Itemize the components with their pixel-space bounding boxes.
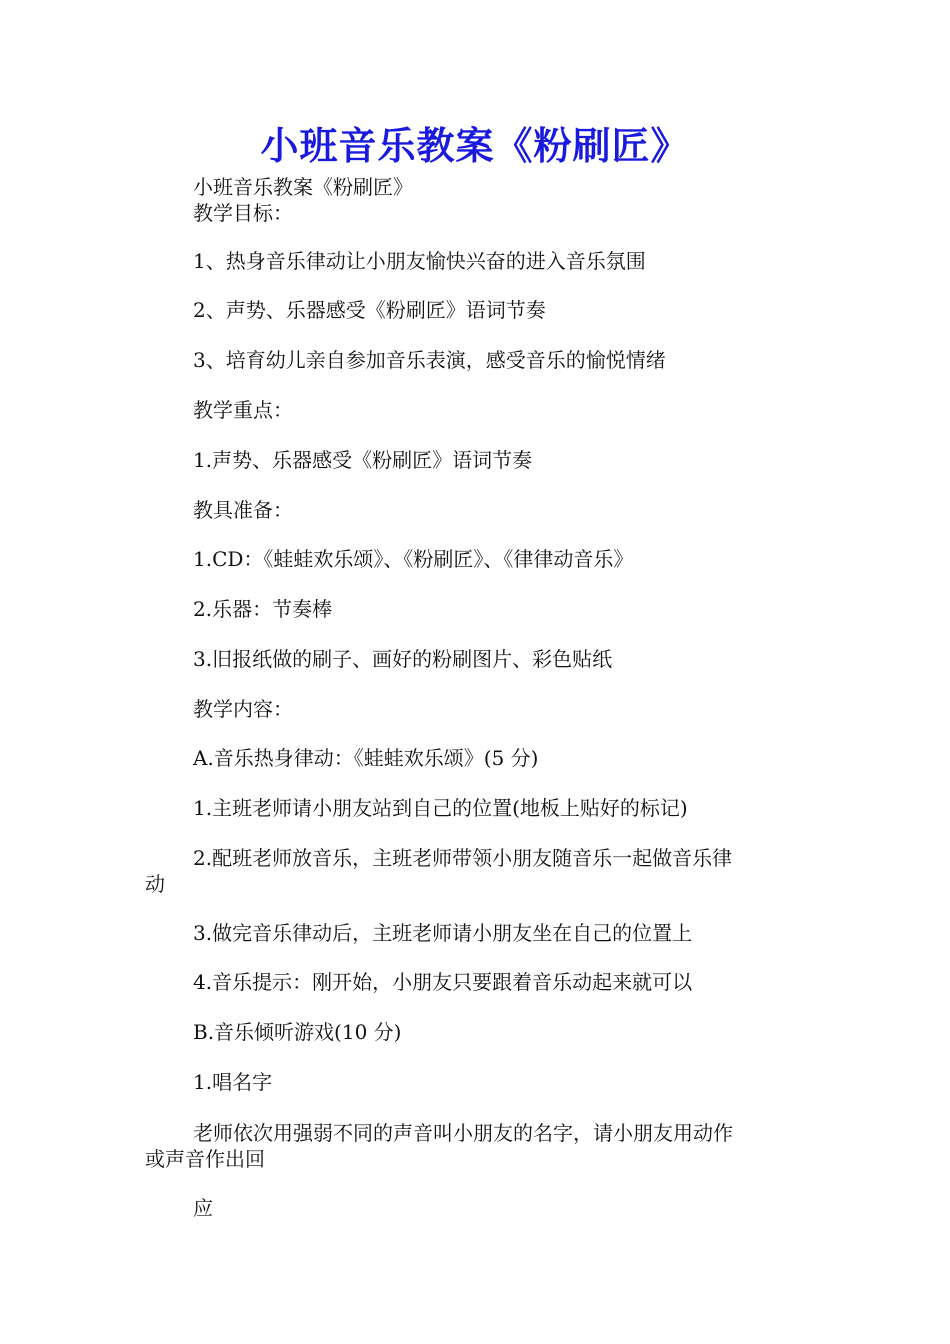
paragraph: A.音乐热身律动：《蛙蛙欢乐颂》(5 分) [193,746,539,770]
paragraph: 3.做完音乐律动后，主班老师请小朋友坐在自己的位置上 [193,921,693,945]
paragraph: 1.唱名字 [193,1070,273,1094]
section-heading-content: 教学内容： [193,697,293,721]
section-heading-materials: 教具准备： [193,498,293,522]
paragraph: 1.声势、乐器感受《粉刷匠》语词节奏 [193,448,533,472]
paragraph: 3.旧报纸做的刷子、画好的粉刷图片、彩色贴纸 [193,647,613,671]
paragraph: 2、声势、乐器感受《粉刷匠》语词节奏 [193,298,546,322]
paragraph: 老师依次用强弱不同的声音叫小朋友的名字，请小朋友用动作 [193,1121,733,1145]
paragraph: B.音乐倾听游戏(10 分) [193,1020,402,1044]
paragraph: 1.CD：《蛙蛙欢乐颂》、《粉刷匠》、《律律动音乐》 [193,547,634,571]
paragraph: 2.配班老师放音乐，主班老师带领小朋友随音乐一起做音乐律 [193,846,733,870]
paragraph: 1、热身音乐律动让小朋友愉快兴奋的进入音乐氛围 [193,249,646,273]
paragraph: 4.音乐提示：刚开始，小朋友只要跟着音乐动起来就可以 [193,970,693,994]
paragraph: 2.乐器：节奏棒 [193,597,333,621]
document-title: 小班音乐教案《粉刷匠》 [260,123,690,168]
paragraph-continuation: 或声音作出回 [145,1147,265,1171]
paragraph: 1.主班老师请小朋友站到自己的位置(地板上贴好的标记) [193,796,688,820]
section-heading-objectives: 教学目标： [193,201,293,225]
paragraph-continuation: 动 [145,872,165,896]
paragraph: 应 [193,1196,213,1220]
section-heading-key-points: 教学重点： [193,398,293,422]
document-subtitle: 小班音乐教案《粉刷匠》 [193,175,413,199]
paragraph: 3、培育幼儿亲自参加音乐表演，感受音乐的愉悦情绪 [193,348,666,372]
